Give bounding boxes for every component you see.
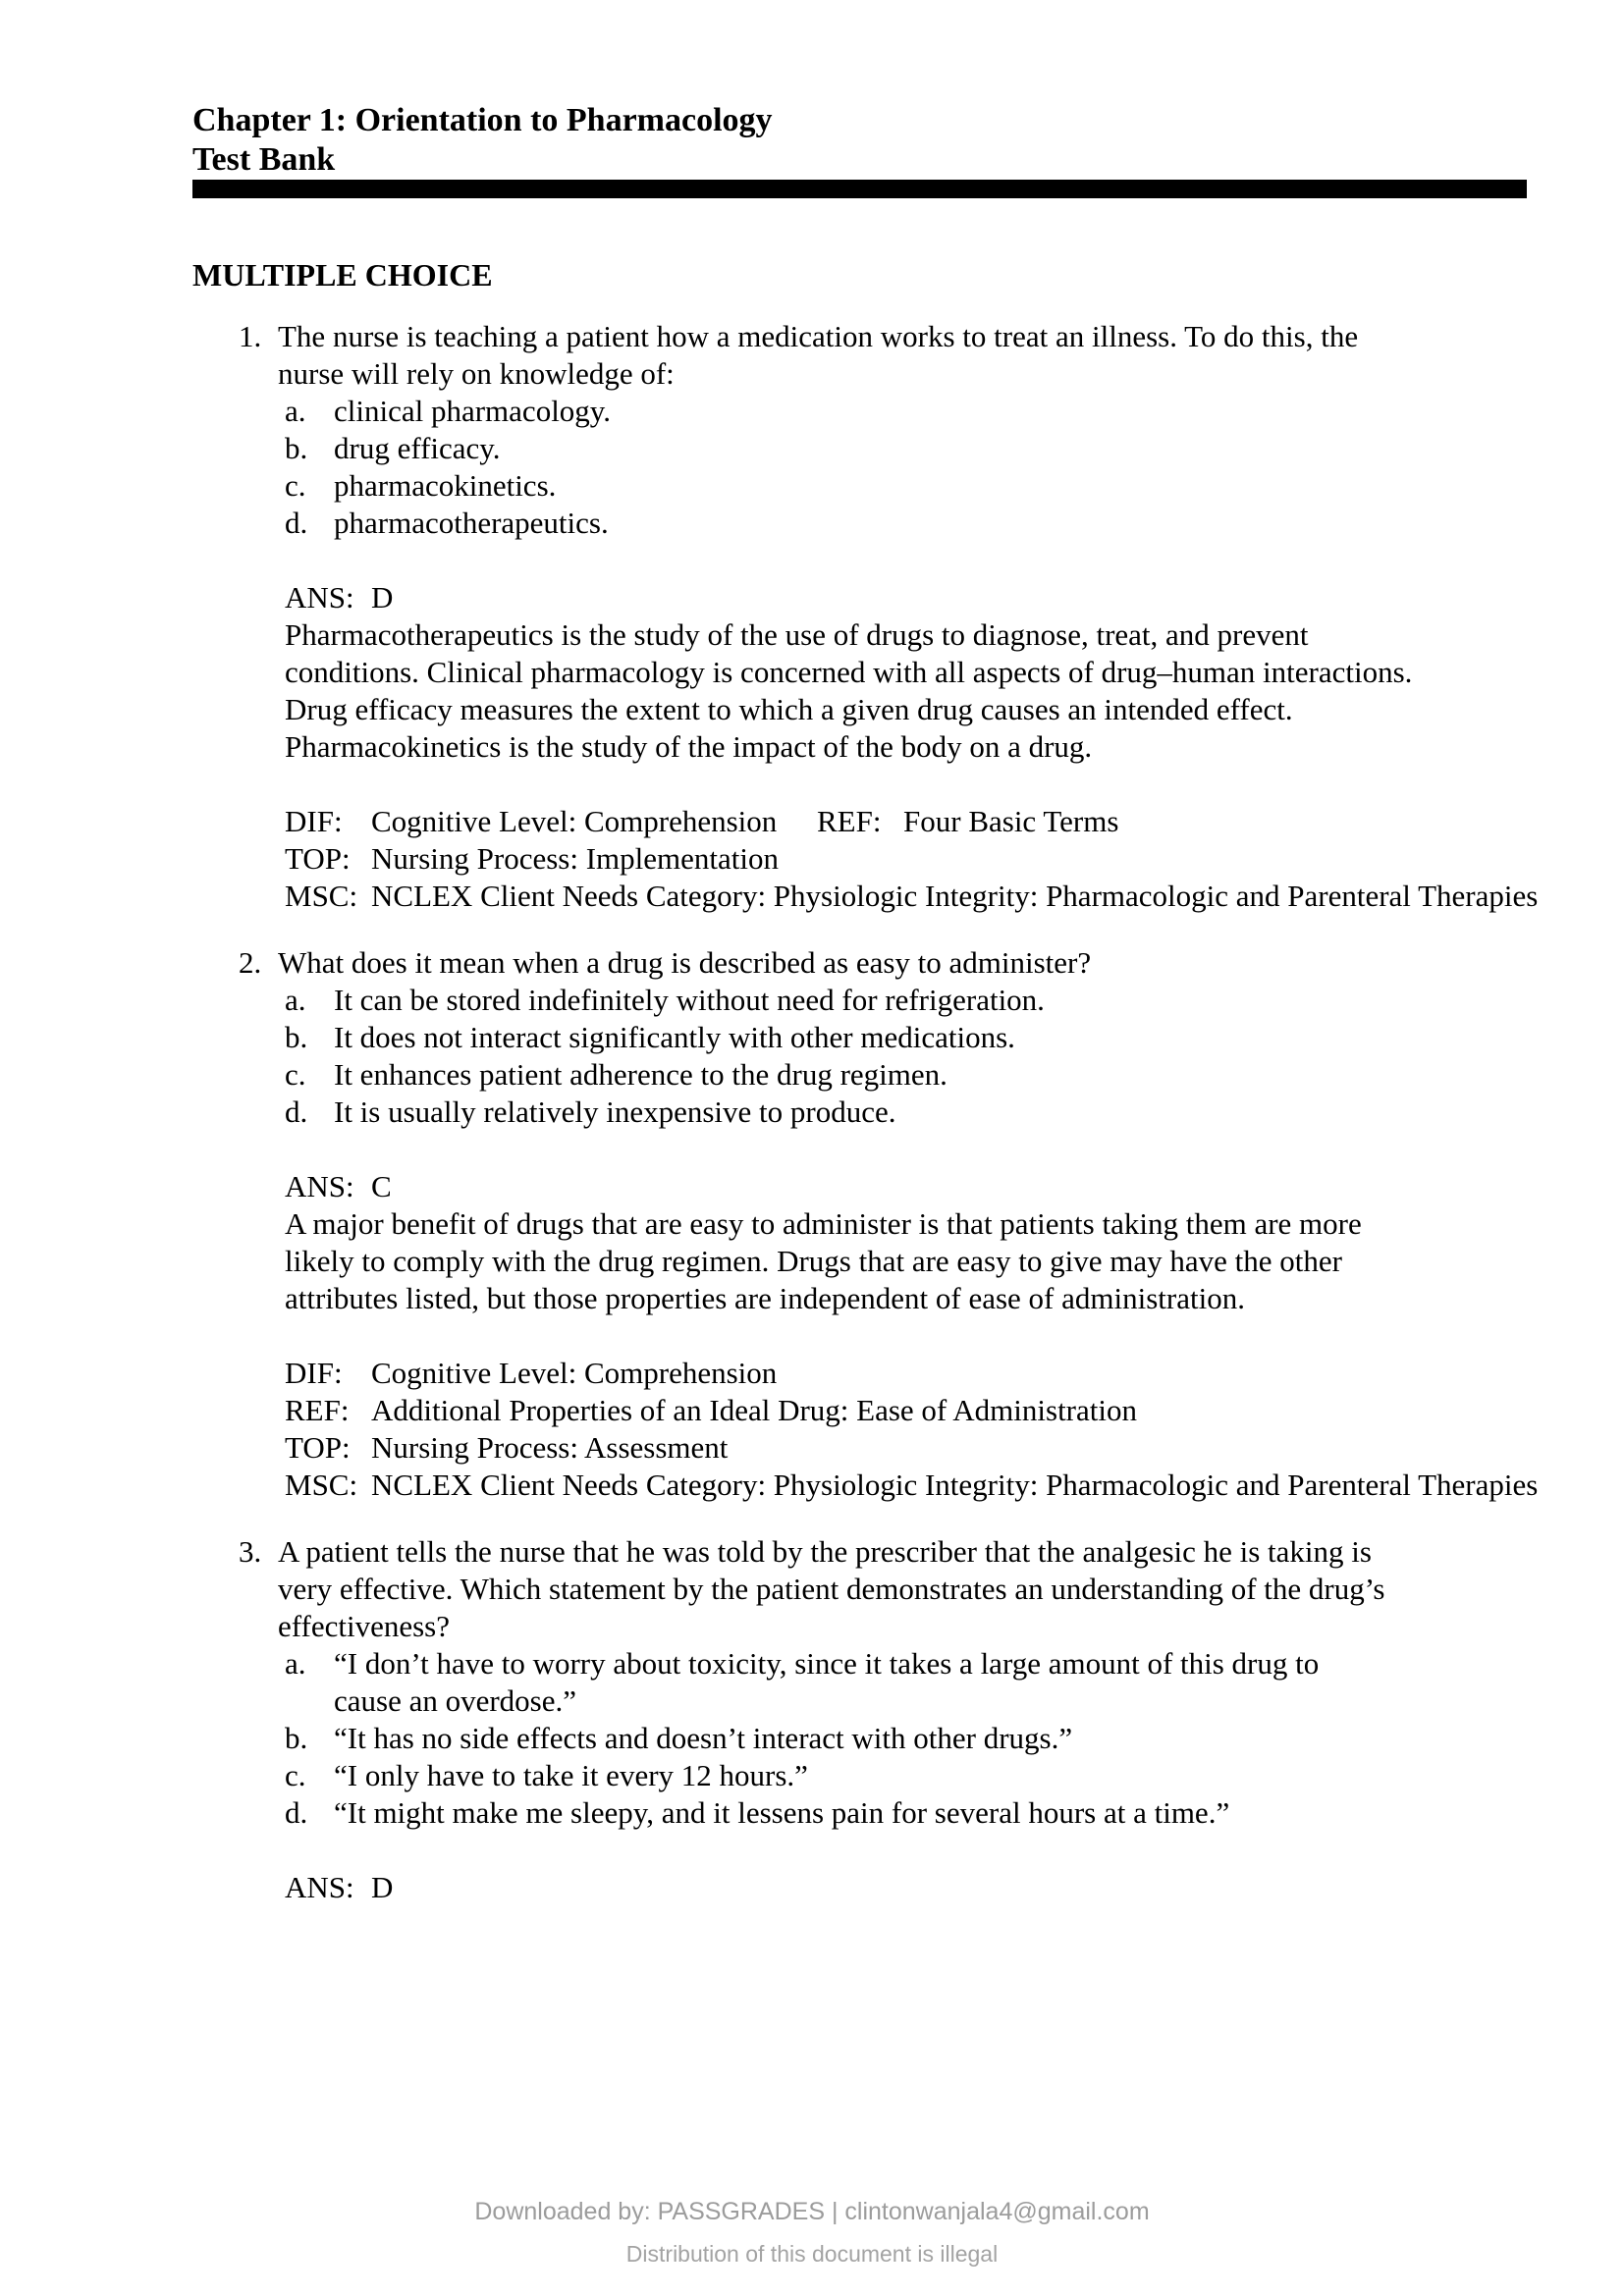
answer-value: D [371, 580, 394, 614]
meta-label: DIF: [285, 804, 343, 838]
meta-value: Nursing Process: Assessment [371, 1430, 729, 1465]
meta-pair [817, 804, 1118, 838]
option-letter: d. [285, 1795, 308, 1830]
answer-label: ANS: [285, 1169, 354, 1203]
option-letter: b. [285, 431, 308, 465]
option-line: It enhances patient adherence to the drug regimen. [334, 1057, 947, 1092]
rationale-line: A major benefit of drugs that are easy to administer is that patients taking them are more [285, 1206, 1362, 1241]
question-block [192, 944, 1539, 1504]
question-number: 2. [239, 945, 262, 980]
option-line: clinical pharmacology. [334, 394, 612, 428]
meta-label: REF: [817, 804, 882, 838]
meta-pair [285, 1356, 777, 1390]
option-letter: d. [285, 1095, 308, 1129]
option-row [285, 1094, 1536, 1131]
meta-block [285, 1355, 1539, 1504]
question-row [239, 944, 1536, 982]
option-row [285, 505, 1536, 542]
meta-line [285, 1429, 1536, 1467]
meta-line [285, 1467, 1539, 1504]
option-letter: d. [285, 506, 308, 540]
footer-warning-line: Distribution of this document is illegal [625, 2241, 999, 2267]
answer-block [285, 1869, 1536, 1906]
question-block [192, 318, 1539, 915]
section-heading: MULTIPLE CHOICE [192, 257, 493, 293]
meta-label: MSC: [285, 1468, 358, 1502]
option-letter: a. [285, 394, 306, 428]
meta-line [285, 803, 1536, 840]
option-row [285, 393, 1536, 430]
meta-value: Nursing Process: Implementation [371, 841, 779, 876]
option-text [334, 430, 501, 467]
option-line: It is usually relatively inexpensive to produce. [334, 1095, 896, 1129]
option-text [334, 1056, 947, 1094]
meta-label: TOP: [285, 841, 351, 876]
stem-line: What does it mean when a drug is described as easy to administer? [278, 945, 1092, 980]
page-footer [0, 2197, 1624, 2268]
rationale [285, 1205, 1536, 1317]
answer-label: ANS: [285, 580, 354, 614]
stem-line: effectiveness? [278, 1609, 450, 1643]
answer-line [285, 1869, 1536, 1906]
question-stem [278, 944, 1091, 982]
meta-label: DIF: [285, 1356, 343, 1390]
option-text [334, 1645, 1319, 1720]
option-row [285, 467, 1536, 505]
meta-label: TOP: [285, 1430, 351, 1465]
option-row [285, 1056, 1536, 1094]
question-number: 1. [239, 319, 262, 353]
option-line: “It has no side effects and doesn’t interact with other drugs.” [334, 1721, 1073, 1755]
stem-line: A patient tells the nurse that he was told by the prescriber that the analgesic he is taking is [278, 1534, 1372, 1569]
option-text [334, 1094, 896, 1131]
question-stem [278, 1533, 1384, 1645]
option-text [334, 393, 611, 430]
option-row [285, 1019, 1536, 1056]
option-text [334, 505, 609, 542]
meta-pair [285, 1468, 1538, 1502]
option-row [285, 430, 1536, 467]
meta-label: REF: [285, 1393, 350, 1427]
answer-label: ANS: [285, 1870, 354, 1904]
footer-watermark-line: Downloaded by: PASSGRADES | clintonwanjala4@gmail.com [474, 2198, 1150, 2225]
answer-block [285, 1168, 1536, 1317]
question-list [192, 318, 1539, 1906]
option-text [334, 467, 556, 505]
option-line: “I only have to take it every 12 hours.” [334, 1758, 808, 1792]
meta-value: Four Basic Terms [903, 804, 1119, 838]
rationale-line: Pharmacotherapeutics is the study of the use of drugs to diagnose, treat, and prevent [285, 617, 1309, 652]
meta-pair [285, 803, 817, 840]
option-letter: a. [285, 983, 306, 1017]
option-row [285, 1645, 1536, 1720]
answer-value: C [371, 1169, 392, 1203]
rationale-line: Pharmacokinetics is the study of the impact of the body on a drug. [285, 729, 1093, 764]
option-line: pharmacokinetics. [334, 468, 557, 503]
option-letter: c. [285, 1057, 306, 1092]
meta-value: Cognitive Level: Comprehension [371, 1356, 778, 1390]
option-letter: a. [285, 1646, 306, 1681]
header-divider-bar [192, 180, 1527, 198]
option-row [285, 1757, 1536, 1794]
question-stem [278, 318, 1358, 393]
option-text [334, 1794, 1229, 1832]
option-row [285, 1794, 1536, 1832]
question-block [192, 1533, 1536, 1906]
option-text [334, 1720, 1072, 1757]
option-letter: b. [285, 1721, 308, 1755]
stem-line: nurse will rely on knowledge of: [278, 356, 675, 391]
document-subtitle: Test Bank [192, 141, 336, 178]
meta-block [285, 803, 1539, 915]
option-letter: c. [285, 468, 306, 503]
meta-line [285, 840, 1536, 878]
meta-label: MSC: [285, 879, 358, 913]
meta-line [285, 1355, 1536, 1392]
answer-value: D [371, 1870, 394, 1904]
rationale-line: conditions. Clinical pharmacology is concerned with all aspects of drug–human interactions. [285, 655, 1413, 689]
option-line: cause an overdose.” [334, 1683, 577, 1718]
answer-line [285, 1168, 1536, 1205]
answer-block [285, 579, 1536, 766]
document-title [192, 101, 1536, 180]
option-text [334, 982, 1045, 1019]
option-line: “I don’t have to worry about toxicity, since it takes a large amount of this drug to [334, 1646, 1320, 1681]
option-letter: c. [285, 1758, 306, 1792]
option-line: drug efficacy. [334, 431, 501, 465]
question-row [239, 1533, 1536, 1645]
question-row [239, 318, 1536, 393]
option-line: It can be stored indefinitely without need for refrigeration. [334, 983, 1045, 1017]
option-row [285, 982, 1536, 1019]
rationale-line: attributes listed, but those properties are independent of ease of administration. [285, 1281, 1245, 1315]
meta-pair [285, 1393, 1137, 1427]
answer-line [285, 579, 1536, 616]
option-row [285, 1720, 1536, 1757]
rationale-line: likely to comply with the drug regimen. Drugs that are easy to give may have the other [285, 1244, 1342, 1278]
option-text [334, 1019, 1015, 1056]
meta-value: Additional Properties of an Ideal Drug: Ease of Administration [371, 1393, 1137, 1427]
option-line: “It might make me sleepy, and it lessens pain for several hours at a time.” [334, 1795, 1230, 1830]
rationale [285, 616, 1536, 766]
meta-line [285, 1392, 1536, 1429]
chapter-title: Chapter 1: Orientation to Pharmacology [192, 102, 773, 138]
meta-value: Cognitive Level: Comprehension [371, 804, 778, 838]
rationale-line: Drug efficacy measures the extent to which a given drug causes an intended effect. [285, 692, 1293, 726]
stem-line: The nurse is teaching a patient how a medication works to treat an illness. To do this, the [278, 319, 1359, 353]
option-line: pharmacotherapeutics. [334, 506, 609, 540]
option-text [334, 1757, 808, 1794]
option-line: It does not interact significantly with other medications. [334, 1020, 1015, 1054]
meta-pair [285, 879, 1538, 913]
meta-pair [285, 1430, 728, 1465]
meta-value: NCLEX Client Needs Category: Physiologic Integrity: Pharmacologic and Parenteral Therapies [371, 1468, 1539, 1502]
meta-pair [285, 841, 779, 876]
option-letter: b. [285, 1020, 308, 1054]
stem-line: very effective. Which statement by the patient demonstrates an understanding of the drug’s [278, 1572, 1385, 1606]
meta-line [285, 878, 1539, 915]
meta-value: NCLEX Client Needs Category: Physiologic Integrity: Pharmacologic and Parenteral Therapies [371, 879, 1539, 913]
question-number: 3. [239, 1534, 262, 1569]
